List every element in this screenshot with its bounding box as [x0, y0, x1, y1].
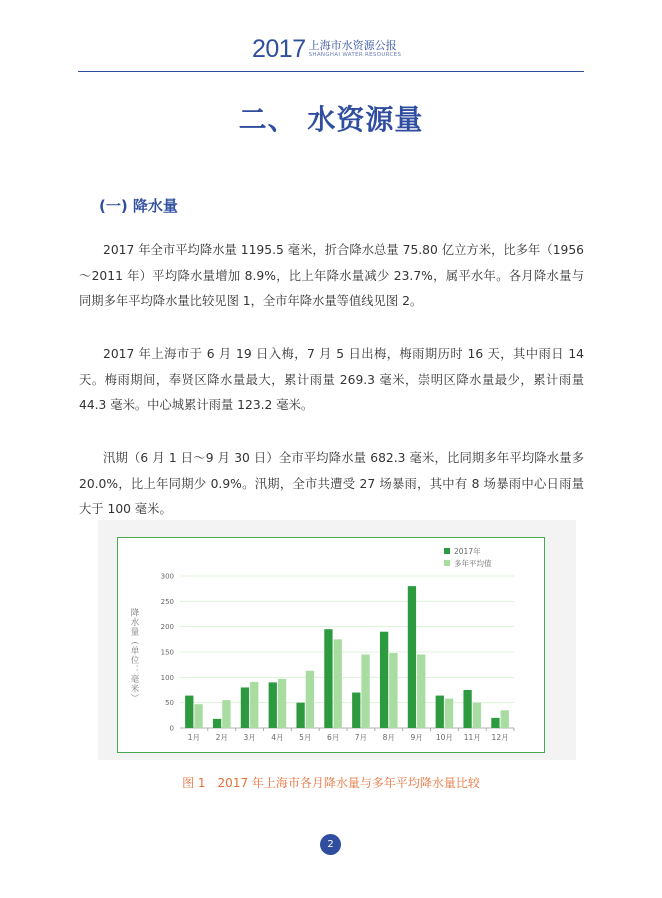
bar-average [250, 682, 258, 728]
paragraph-flood-season: 汛期（6 月 1 日～9 月 30 日）全市平均降水量 682.3 毫米，比同期多年平均降水量多 20.0%，比上年同期少 0.9%。汛期，全市共遭受 27 场暴雨，其中有 8 场暴雨中心日雨量大于 100 毫米。 [79, 451, 584, 517]
y-tick-label: 150 [160, 648, 174, 657]
y-tick-label: 0 [169, 724, 174, 733]
bar-average [389, 653, 397, 728]
y-tick-label: 300 [160, 572, 174, 581]
x-tick-label: 1月 [187, 733, 201, 742]
header-year: 2017 [252, 34, 306, 63]
x-tick-label: 12月 [491, 733, 509, 742]
bar-2017 [324, 629, 332, 728]
figure-caption: 图 1 2017 年上海市各月降水量与多年平均降水量比较 [182, 776, 480, 790]
legend-label: 多年平均值 [454, 559, 492, 568]
header-divider [78, 71, 584, 72]
bar-average [473, 703, 481, 728]
legend-swatch [444, 560, 450, 566]
chart-canvas [118, 538, 544, 752]
precipitation-chart [117, 537, 545, 753]
bar-2017 [185, 696, 193, 728]
bar-2017 [296, 703, 304, 728]
x-tick-label: 2月 [215, 733, 228, 742]
bar-average [334, 639, 342, 728]
x-tick-label: 8月 [382, 733, 395, 742]
y-tick-label: 100 [160, 673, 174, 682]
x-tick-label: 4月 [271, 733, 284, 742]
x-tick-label: 3月 [243, 733, 256, 742]
bar-2017 [352, 693, 360, 728]
bar-average [501, 710, 509, 728]
x-tick-label: 9月 [410, 733, 423, 742]
bar-2017 [269, 682, 277, 728]
bar-average [445, 699, 453, 728]
bar-average [194, 704, 202, 728]
bar-2017 [241, 687, 249, 728]
bar-average [361, 655, 369, 728]
chapter-title: 二、 水资源量 [238, 103, 424, 136]
bar-average [222, 700, 230, 728]
paragraph-plum-rain: 2017 年上海市于 6 月 19 日入梅，7 月 5 日出梅，梅雨期历时 16 天，其中雨日 14 天。梅雨期间，奉贤区降水量最大，累计雨量 269.3 毫米，崇明区降水量最少，累计雨量 44.3 毫米。中心城累计雨量 123.2 毫米。 [79, 347, 584, 413]
y-tick-label: 200 [160, 623, 174, 632]
header-title-block [309, 39, 402, 59]
bar-2017 [380, 632, 388, 728]
y-tick-label: 50 [165, 699, 174, 708]
bar-2017 [463, 690, 471, 728]
bar-average [306, 671, 314, 728]
report-logo [252, 34, 401, 64]
x-tick-label: 5月 [299, 733, 312, 742]
x-tick-label: 6月 [326, 733, 340, 742]
page-number: 2 [320, 834, 341, 855]
bar-2017 [491, 718, 499, 728]
page-header [0, 30, 662, 66]
x-tick-label: 7月 [354, 733, 368, 742]
header-title-en: SHANGHAI WATER RESOURCES [308, 52, 402, 58]
bar-2017 [213, 719, 221, 728]
section-title: (一) 降水量 [99, 197, 178, 215]
y-axis-label: 降水量（单位：毫米） [129, 608, 139, 703]
legend-swatch [444, 548, 450, 554]
bar-average [278, 679, 286, 728]
bar-2017 [436, 696, 444, 728]
header-title-cn: 上海市水资源公报 [308, 39, 397, 52]
x-tick-label: 10月 [435, 733, 453, 742]
y-tick-label: 250 [160, 597, 174, 606]
bar-2017 [408, 586, 416, 728]
bar-average [417, 655, 425, 728]
legend-label: 2017年 [454, 547, 481, 556]
paragraph-annual-precipitation: 2017 年全市平均降水量 1195.5 毫米，折合降水总量 75.80 亿立方米，比多年（1956～2011 年）平均降水量增加 8.9%，比上年降水量减少 23.7%，属平水年。各月降水量与同期多年平均降水量比较见图 1，全市年降水量等值线见图 2。 [79, 243, 584, 309]
x-tick-label: 11月 [463, 733, 481, 742]
